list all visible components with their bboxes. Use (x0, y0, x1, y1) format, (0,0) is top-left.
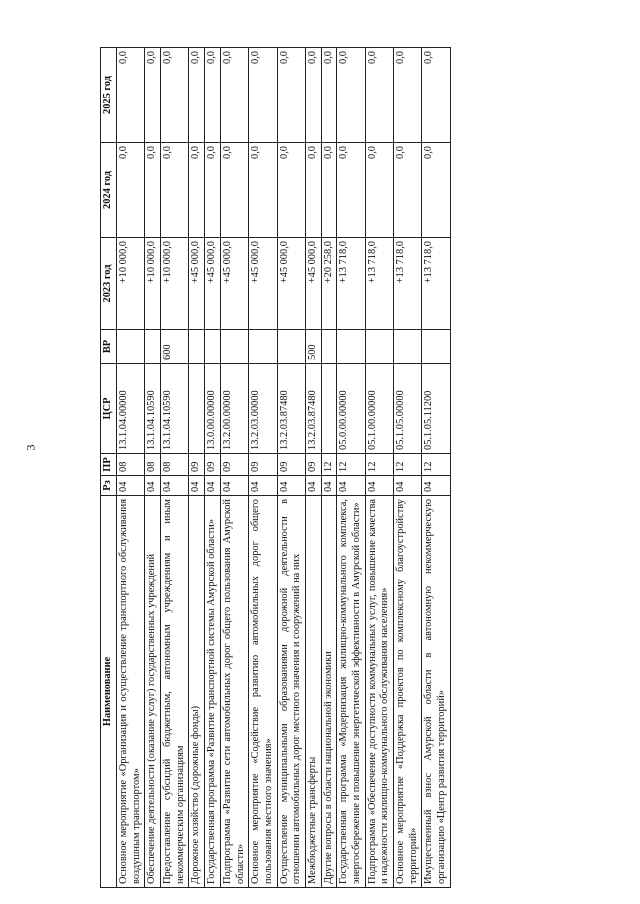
cell-rz: 04 (161, 476, 189, 496)
cell-2024: 0,0 (205, 143, 221, 238)
header-rz: Рз (101, 476, 117, 496)
cell-csr: 13.2.03.87480 (305, 364, 321, 454)
header-2024: 2024 год (101, 143, 117, 238)
table-row (117, 48, 145, 888)
cell-2023: +45 000,0 (189, 238, 205, 330)
cell-pr: 12 (394, 454, 422, 476)
cell-2024: 0,0 (422, 143, 450, 238)
table-row (145, 48, 161, 888)
cell-2023: +45 000,0 (205, 238, 221, 330)
cell-name: Основное мероприятие «Содействие развитию автомобильных дорог общего пользования местного значения» (249, 496, 277, 888)
cell-vr (394, 330, 422, 364)
cell-csr: 05.1.00.00000 (365, 364, 393, 454)
cell-name: Осуществление муниципальными образованиями дорожной деятельности в отношении автомобильных дорог местного значения и сооружений на них (277, 496, 305, 888)
cell-2023: +13 718,0 (337, 238, 365, 330)
cell-rz: 04 (365, 476, 393, 496)
header-pr: ПР (101, 454, 117, 476)
cell-vr (145, 330, 161, 364)
cell-vr (422, 330, 450, 364)
cell-vr (189, 330, 205, 364)
cell-pr: 08 (161, 454, 189, 476)
cell-2025: 0,0 (205, 48, 221, 143)
table-row (249, 48, 277, 888)
cell-rz: 04 (189, 476, 205, 496)
cell-name: Подпрограмма «Развитие сети автомобильных дорог общего пользования Амурской области» (220, 496, 248, 888)
cell-csr (189, 364, 205, 454)
cell-2023: +45 000,0 (305, 238, 321, 330)
cell-pr: 09 (189, 454, 205, 476)
cell-2024: 0,0 (305, 143, 321, 238)
cell-2024: 0,0 (189, 143, 205, 238)
table-row (394, 48, 422, 888)
cell-2024: 0,0 (145, 143, 161, 238)
cell-2023: +10 000,0 (161, 238, 189, 330)
cell-vr (205, 330, 221, 364)
budget-table (100, 47, 451, 888)
page-number: 3 (23, 444, 38, 451)
cell-2025: 0,0 (365, 48, 393, 143)
cell-csr: 13.1.04.10590 (145, 364, 161, 454)
cell-2025: 0,0 (321, 48, 337, 143)
table-row (422, 48, 450, 888)
cell-rz: 04 (394, 476, 422, 496)
cell-2025: 0,0 (249, 48, 277, 143)
header-name: Наименование (101, 496, 117, 888)
cell-rz: 04 (305, 476, 321, 496)
cell-vr (321, 330, 337, 364)
cell-pr: 12 (365, 454, 393, 476)
table-row (365, 48, 393, 888)
cell-vr (249, 330, 277, 364)
cell-csr: 13.2.03.87480 (277, 364, 305, 454)
header-vr: ВР (101, 330, 117, 364)
cell-csr: 13.0.00.00000 (205, 364, 221, 454)
cell-2023: +20 258,0 (321, 238, 337, 330)
cell-2023: +45 000,0 (220, 238, 248, 330)
cell-name: Основное мероприятие «Организация и осуществление транспортного обслуживания воздушным транспортом» (117, 496, 145, 888)
cell-pr: 09 (277, 454, 305, 476)
table-row (305, 48, 321, 888)
cell-2024: 0,0 (277, 143, 305, 238)
cell-2024: 0,0 (161, 143, 189, 238)
cell-2025: 0,0 (394, 48, 422, 143)
cell-2024: 0,0 (394, 143, 422, 238)
cell-2025: 0,0 (145, 48, 161, 143)
cell-2023: +10 000,0 (145, 238, 161, 330)
cell-2024: 0,0 (220, 143, 248, 238)
cell-2023: +13 718,0 (394, 238, 422, 330)
cell-2024: 0,0 (365, 143, 393, 238)
cell-rz: 04 (220, 476, 248, 496)
cell-2025: 0,0 (189, 48, 205, 143)
cell-name: Подпрограмма «Обеспечение доступности коммунальных услуг, повышение качества и надежности жилищно-коммунального обслуживания населения» (365, 496, 393, 888)
table-row (220, 48, 248, 888)
cell-name: Межбюджетные трансферты (305, 496, 321, 888)
cell-2025: 0,0 (277, 48, 305, 143)
cell-2024: 0,0 (321, 143, 337, 238)
table-row (321, 48, 337, 888)
cell-pr: 08 (145, 454, 161, 476)
rotated-table-container (100, 48, 578, 888)
cell-2025: 0,0 (220, 48, 248, 143)
cell-name: Государственная программа «Модернизация жилищно-коммунального комплекса, энергосбережение и повышение энергетической эффективности в Амурской области» (337, 496, 365, 888)
cell-2023: +45 000,0 (277, 238, 305, 330)
cell-name: Дорожное хозяйство (дорожные фонды) (189, 496, 205, 888)
cell-vr (365, 330, 393, 364)
cell-2025: 0,0 (117, 48, 145, 143)
cell-name: Предоставление субсидий бюджетным, автономным учреждениям и иным некоммерческим организациям (161, 496, 189, 888)
cell-2023: +10 000,0 (117, 238, 145, 330)
cell-vr: 600 (161, 330, 189, 364)
cell-pr: 12 (422, 454, 450, 476)
cell-2024: 0,0 (249, 143, 277, 238)
cell-2025: 0,0 (305, 48, 321, 143)
cell-2025: 0,0 (422, 48, 450, 143)
cell-rz: 04 (337, 476, 365, 496)
cell-pr: 09 (205, 454, 221, 476)
header-csr: ЦСР (101, 364, 117, 454)
cell-rz: 04 (205, 476, 221, 496)
table-row (205, 48, 221, 888)
cell-vr (277, 330, 305, 364)
cell-2025: 0,0 (337, 48, 365, 143)
table-row (189, 48, 205, 888)
header-2025: 2025 год (101, 48, 117, 143)
cell-rz: 04 (117, 476, 145, 496)
cell-2023: +13 718,0 (422, 238, 450, 330)
cell-2025: 0,0 (161, 48, 189, 143)
header-2023: 2023 год (101, 238, 117, 330)
cell-rz: 04 (145, 476, 161, 496)
table-row (161, 48, 189, 888)
cell-csr: 05.1.05.00000 (394, 364, 422, 454)
cell-rz: 04 (321, 476, 337, 496)
table-header-row (101, 48, 117, 888)
cell-vr: 500 (305, 330, 321, 364)
cell-pr: 09 (305, 454, 321, 476)
cell-2024: 0,0 (337, 143, 365, 238)
cell-csr: 13.1.04.00000 (117, 364, 145, 454)
cell-csr: 13.1.04.10590 (161, 364, 189, 454)
cell-name: Обеспечение деятельности (оказание услуг) государственных учреждений (145, 496, 161, 888)
cell-name: Государственная программа «Развитие транспортной системы Амурской области» (205, 496, 221, 888)
cell-name: Другие вопросы в области национальной экономики (321, 496, 337, 888)
cell-rz: 04 (277, 476, 305, 496)
cell-2023: +13 718,0 (365, 238, 393, 330)
cell-csr: 05.1.05.11200 (422, 364, 450, 454)
cell-pr: 12 (321, 454, 337, 476)
cell-csr: 13.2.00.00000 (220, 364, 248, 454)
cell-name: Основное мероприятие «Поддержка проектов по комплексному благоустройству территорий» (394, 496, 422, 888)
cell-csr: 05.0.00.00000 (337, 364, 365, 454)
cell-rz: 04 (249, 476, 277, 496)
cell-rz: 04 (422, 476, 450, 496)
cell-2023: +45 000,0 (249, 238, 277, 330)
cell-pr: 12 (337, 454, 365, 476)
cell-pr: 08 (117, 454, 145, 476)
table-row (277, 48, 305, 888)
table-body (117, 48, 451, 888)
cell-csr (321, 364, 337, 454)
cell-name: Имущественный взнос Амурской области в автономную некоммерческую организацию «Центр развития территорий» (422, 496, 450, 888)
cell-csr: 13.2.03.00000 (249, 364, 277, 454)
cell-pr: 09 (249, 454, 277, 476)
cell-2024: 0,0 (117, 143, 145, 238)
cell-vr (337, 330, 365, 364)
cell-vr (117, 330, 145, 364)
cell-pr: 09 (220, 454, 248, 476)
table-row (337, 48, 365, 888)
cell-vr (220, 330, 248, 364)
